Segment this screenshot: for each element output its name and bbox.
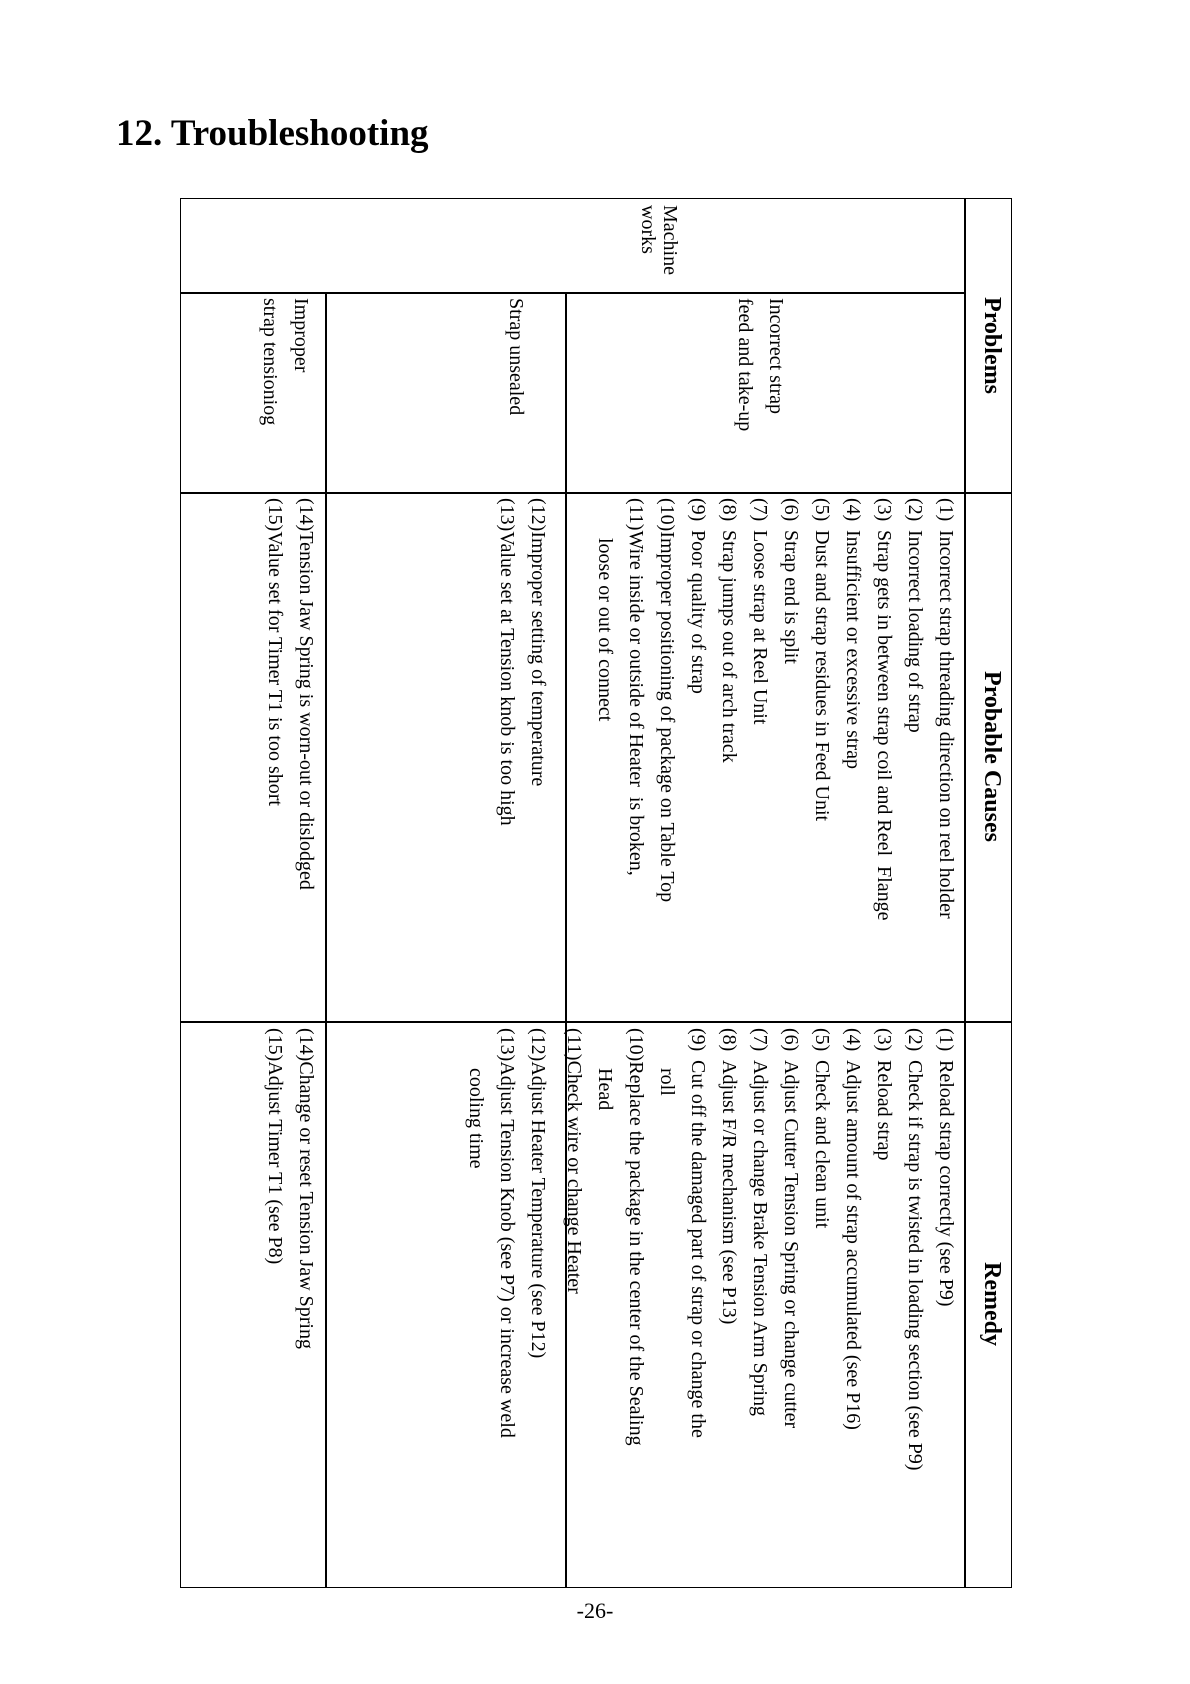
- group-line: [965, 292, 967, 492]
- troubleshooting-table: [180, 198, 1012, 1588]
- item-number: (11): [563, 1028, 585, 1061]
- list-item: [259, 1028, 290, 1349]
- problem-strap-unsealed: [500, 298, 531, 415]
- list-item: [899, 498, 930, 920]
- item-continuation: roll: [656, 1068, 678, 1096]
- list-item: [868, 498, 899, 920]
- remedies-row-2: [460, 1028, 553, 1438]
- page-title: 12. Troubleshooting: [116, 113, 429, 154]
- remedies-row-1: [558, 1028, 961, 1470]
- list-item: [522, 498, 553, 826]
- troubleshooting-table-rotated: [180, 198, 1012, 1588]
- item-number: (9): [687, 498, 709, 522]
- item-text: Adjust Cutter Tension Spring or change cutter: [780, 1060, 802, 1429]
- item-text: Incorrect strap threading direction on reel holder: [935, 530, 957, 919]
- item-number: (4): [842, 1028, 864, 1052]
- list-item: [775, 1028, 806, 1470]
- list-item: [837, 1028, 868, 1470]
- list-item: [522, 1028, 553, 1438]
- item-text: Value set at Tension knob is too high: [496, 531, 518, 826]
- item-continuation: cooling time: [465, 1068, 487, 1169]
- item-text: Strap jumps out of arch track: [718, 530, 740, 763]
- item-text: Loose strap at Reel Unit: [749, 530, 771, 725]
- problem-line: feed and take-up: [734, 298, 756, 432]
- item-continuation: loose or out of connect: [594, 538, 616, 722]
- col-line-problems-causes: [181, 492, 1011, 494]
- item-number: (7): [749, 498, 771, 522]
- item-number: (3): [873, 498, 895, 522]
- list-item: [491, 498, 522, 826]
- item-number: (13): [496, 498, 518, 532]
- list-item: [259, 498, 290, 890]
- item-text: Change or reset Tension Jaw Spring: [295, 1061, 317, 1349]
- item-continuation: Head: [594, 1068, 616, 1111]
- item-text: Adjust Heater Temperature (see P12): [527, 1061, 549, 1359]
- list-item: [682, 1028, 713, 1470]
- item-number: (9): [687, 1028, 709, 1052]
- problem-line: strap tensioniog: [259, 298, 281, 426]
- list-item: [682, 498, 713, 920]
- item-text: Reload strap: [873, 1060, 895, 1161]
- group-row-line: [181, 292, 966, 294]
- item-number: (14): [295, 498, 317, 532]
- list-item: [837, 498, 868, 920]
- remedies-row-3: [259, 1028, 321, 1349]
- header-problems: Problems: [979, 297, 1005, 394]
- item-number: (12): [527, 1028, 549, 1062]
- causes-row-3: [259, 498, 321, 890]
- group-label-line2: works: [637, 205, 659, 254]
- item-number: (4): [842, 498, 864, 522]
- item-number: (8): [718, 1028, 740, 1052]
- item-number: (8): [718, 498, 740, 522]
- item-text: Adjust or change Brake Tension Arm Spring: [749, 1060, 771, 1416]
- item-number: (6): [780, 498, 802, 522]
- causes-row-1: [589, 498, 961, 920]
- item-number: (12): [527, 498, 549, 532]
- row-line-2: [326, 292, 328, 1587]
- item-text: Improper positioning of package on Table Top: [656, 531, 678, 903]
- list-item: [930, 498, 961, 920]
- item-text: Check wire or change Heater: [563, 1060, 585, 1294]
- item-number: (1): [935, 498, 957, 522]
- item-text: Wire inside or outside of Heater is broken,: [625, 530, 647, 876]
- item-number: (5): [811, 498, 833, 522]
- item-number: (15): [264, 498, 286, 532]
- problem-line: Improper: [290, 298, 312, 373]
- list-item: [868, 1028, 899, 1470]
- list-item: [806, 1028, 837, 1470]
- item-number: (6): [780, 1028, 802, 1052]
- item-text: Check if strap is twisted in loading section (see P9): [904, 1060, 926, 1471]
- item-text: Strap end is split: [780, 530, 802, 664]
- list-item: [290, 498, 321, 890]
- list-item: [899, 1028, 930, 1470]
- list-item: [713, 498, 744, 920]
- item-text: Adjust amount of strap accumulated (see P16): [842, 1060, 864, 1430]
- problem-improper-tensioning: [254, 298, 316, 425]
- page-number: -26-: [576, 1598, 614, 1623]
- item-text: Insufficient or excessive strap: [842, 530, 864, 769]
- item-text: Poor quality of strap: [687, 530, 709, 694]
- causes-row-2: [491, 498, 553, 826]
- group-label: [637, 205, 681, 275]
- list-item: [744, 1028, 775, 1470]
- item-number: (13): [496, 1028, 518, 1062]
- problem-incorrect-feed: [729, 298, 791, 431]
- item-text: Adjust F/R mechanism (see P13): [718, 1060, 740, 1325]
- list-item: [930, 1028, 961, 1470]
- item-text: Adjust Tension Knob (see P7) or increase weld: [496, 1061, 518, 1438]
- list-item: [290, 1028, 321, 1349]
- item-number: (10): [625, 1028, 647, 1062]
- item-text: Dust and strap residues in Feed Unit: [811, 530, 833, 822]
- list-item: [620, 1028, 651, 1470]
- item-text: Cut off the damaged part of strap or change the: [687, 1060, 709, 1438]
- item-number: (11): [625, 498, 647, 531]
- header-remedy: Remedy: [979, 1262, 1005, 1346]
- item-text: Improper setting of temperature: [527, 531, 549, 787]
- item-number: (2): [904, 1028, 926, 1052]
- item-text: Tension Jaw Spring is worn-out or dislodged: [295, 531, 317, 890]
- item-number: (1): [935, 1028, 957, 1052]
- header-causes: Probable Causes: [979, 671, 1005, 842]
- list-item: [491, 1028, 522, 1438]
- item-text: Strap gets in between strap coil and Reel Flange: [873, 530, 895, 921]
- group-label-line1: Machine: [659, 205, 681, 275]
- list-item: [713, 1028, 744, 1470]
- list-item: [620, 498, 651, 920]
- item-number: (15): [264, 1028, 286, 1062]
- item-number: (3): [873, 1028, 895, 1052]
- item-number: (14): [295, 1028, 317, 1062]
- list-item: [775, 498, 806, 920]
- list-item: [744, 498, 775, 920]
- item-number: (10): [656, 498, 678, 532]
- col-line-causes-remedy: [181, 1021, 1011, 1023]
- item-text: Adjust Timer T1 (see P8): [264, 1061, 286, 1265]
- item-text: Replace the package in the center of the Sealing: [625, 1061, 647, 1446]
- item-number: (7): [749, 1028, 771, 1052]
- problem-line: Incorrect strap: [765, 298, 787, 415]
- item-number: (2): [904, 498, 926, 522]
- list-item: [651, 498, 682, 920]
- problem-line: Strap unsealed: [505, 298, 527, 416]
- item-text: Value set for Timer T1 is too short: [264, 531, 286, 806]
- item-text: Reload strap correctly (see P9): [935, 1060, 957, 1307]
- item-text: Incorrect loading of strap: [904, 530, 926, 733]
- item-number: (5): [811, 1028, 833, 1052]
- list-item: [558, 1028, 589, 1470]
- item-text: Check and clean unit: [811, 1060, 833, 1229]
- list-item: [806, 498, 837, 920]
